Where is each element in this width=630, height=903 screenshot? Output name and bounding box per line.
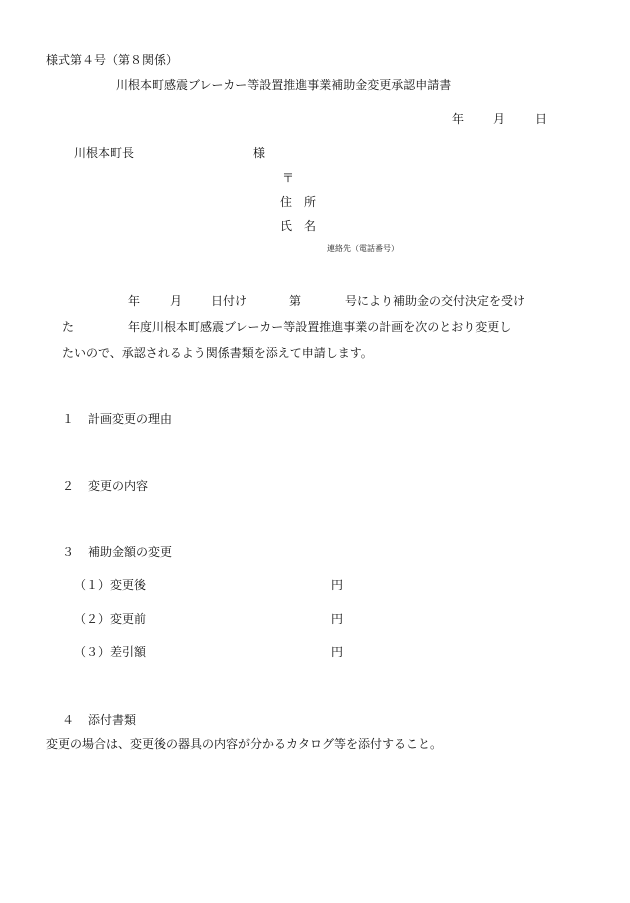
section-heading: 添付書類 bbox=[88, 713, 137, 727]
amount-unit: 円 bbox=[331, 578, 344, 592]
amount-unit: 円 bbox=[331, 612, 344, 626]
amount-label: （３）差引額 bbox=[74, 645, 147, 659]
section-heading: 計画変更の理由 bbox=[88, 412, 173, 426]
date-day: 日 bbox=[535, 112, 548, 126]
body-line3: たいので、承認されるよう関係書類を添えて申請します。 bbox=[62, 346, 373, 360]
addressee-honorific: 様 bbox=[253, 146, 266, 160]
document-title: 川根本町感震ブレーカー等設置推進事業補助金変更承認申請書 bbox=[116, 78, 452, 92]
amount-unit: 円 bbox=[331, 645, 344, 659]
postal-mark: 〒 bbox=[282, 171, 295, 185]
section-number: １ bbox=[62, 412, 75, 426]
addressee-name: 川根本町長 bbox=[74, 146, 135, 160]
amount-label: （２）変更前 bbox=[74, 612, 147, 626]
date-month: 月 bbox=[493, 112, 506, 126]
contact-label: 連絡先（電話番号） bbox=[327, 244, 399, 253]
amount-label: （１）変更後 bbox=[74, 578, 147, 592]
address-label: 住 所 bbox=[280, 195, 317, 209]
body-line2-ta: た bbox=[62, 320, 75, 334]
body-year: 年 bbox=[128, 294, 141, 308]
body-line1-text: 号により補助金の交付決定を受け bbox=[345, 294, 526, 308]
body-day: 日付け bbox=[211, 294, 248, 308]
section-number: ２ bbox=[62, 479, 75, 493]
section-number: ３ bbox=[62, 545, 75, 559]
body-number-prefix: 第 bbox=[289, 294, 302, 308]
form-label: 様式第４号（第８関係） bbox=[46, 53, 179, 67]
body-month: 月 bbox=[170, 294, 183, 308]
section-number: ４ bbox=[62, 713, 75, 727]
section-heading: 変更の内容 bbox=[88, 479, 149, 493]
section-heading: 補助金額の変更 bbox=[88, 545, 173, 559]
body-line2-text: 年度川根本町感震ブレーカー等設置推進事業の計画を次のとおり変更し bbox=[128, 320, 512, 334]
name-label: 氏 名 bbox=[280, 219, 317, 233]
date-year: 年 bbox=[452, 112, 465, 126]
attachment-note: 変更の場合は、変更後の器具の内容が分かるカタログ等を添付すること。 bbox=[46, 737, 443, 751]
